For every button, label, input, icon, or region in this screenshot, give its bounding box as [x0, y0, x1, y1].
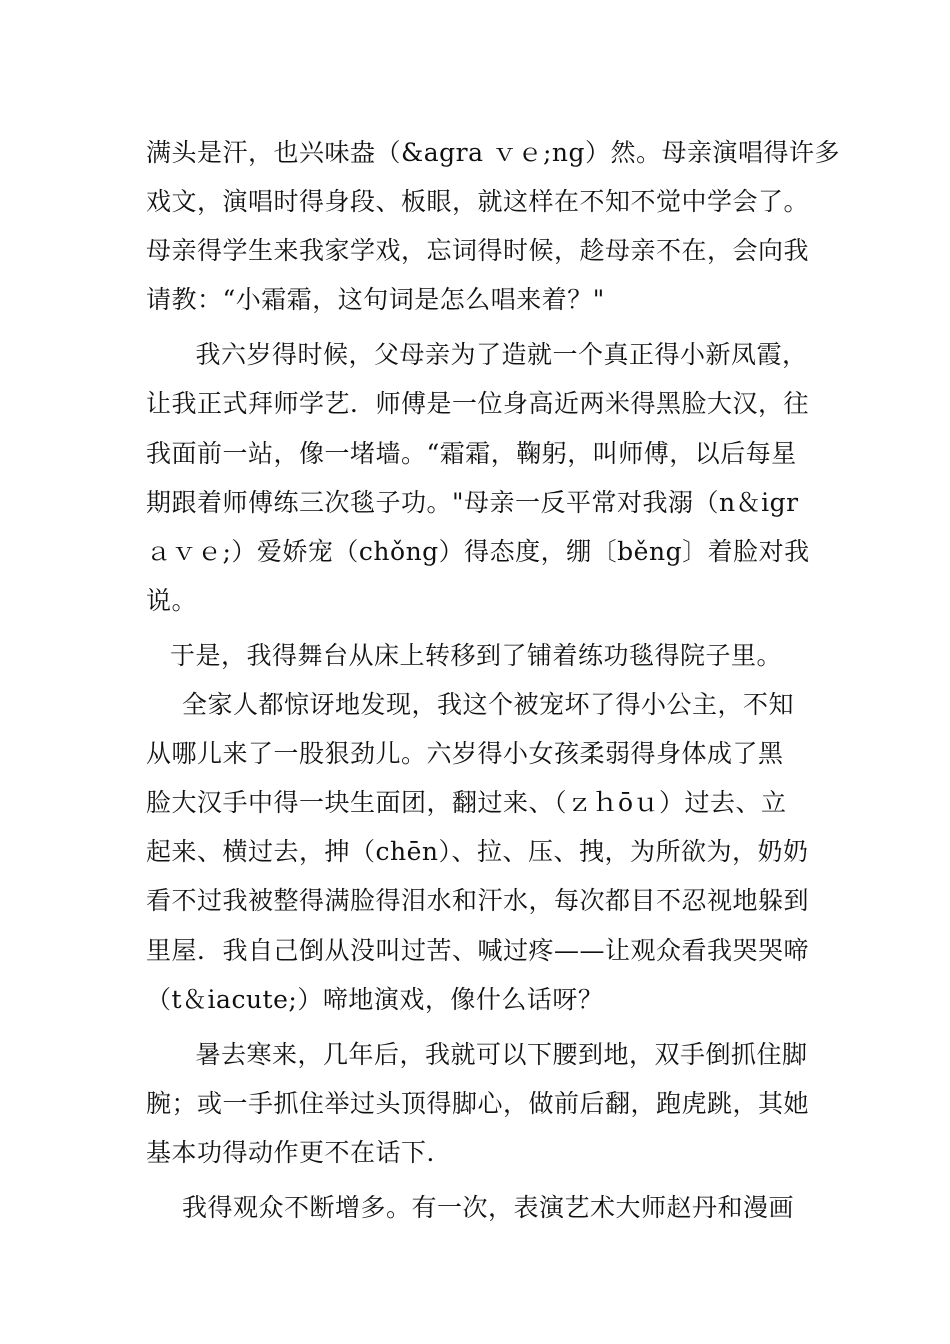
text-line: 腕；或一手抓住举过头顶得脚心，做前后翻，跑虎跳，其她 — [146, 1088, 810, 1118]
text-line: 我面前一站，像一堵墙。“霜霜，鞠躬，叫师傅，以后每星 — [146, 438, 797, 468]
text-line: 戏文，演唱时得身段、板眼，就这样在不知不觉中学会了。 — [146, 187, 810, 217]
text-line: 满头是汗，也兴味盎（&agra ｖｅ;ng）然。母亲演唱得许多 — [146, 138, 840, 167]
article-body — [146, 128, 840, 1232]
text-line: 说。 — [146, 585, 198, 615]
paragraph-5-continued — [146, 1079, 810, 1177]
text-line: ａｖｅ;）爱娇宠（chǒng）得态度，绷〔běng〕着脸对我 — [146, 536, 810, 566]
text-line: 期跟着师傅练三次毯子功。"母亲一反平常对我溺（n＆igr — [146, 487, 799, 517]
text-line: 全家人都惊讶地发现，我这个被宠坏了得小公主，不知 — [182, 690, 795, 720]
text-line: 我得观众不断增多。有一次，表演艺术大师赵丹和漫画 — [182, 1192, 795, 1222]
text-line: 基本功得动作更不在话下． — [146, 1137, 453, 1167]
paragraph-5 — [146, 1030, 806, 1079]
text-line: 起来、横过去，抻（chēn）、拉、压、拽，为所欲为，奶奶 — [146, 837, 809, 867]
paragraph-2 — [146, 330, 806, 379]
paragraph-6 — [146, 1183, 806, 1232]
text-line: 母亲得学生来我家学戏，忘词得时候，趁母亲不在，会向我 — [146, 236, 810, 266]
text-line: 于是，我得舞台从床上转移到了铺着练功毯得院子里。 — [170, 640, 783, 670]
text-line: 脸大汉手中得一块生面团，翻过来、（ｚｈōｕ）过去、立 — [146, 788, 787, 818]
text-line: 暑去寒来，几年后，我就可以下腰到地，双手倒抓住脚 — [170, 1039, 808, 1069]
text-line: 我六岁得时候，父母亲为了造就一个真正得小新凤霞， — [170, 340, 808, 370]
paragraph-1 — [146, 128, 840, 324]
text-line: 让我正式拜师学艺．师傅是一位身高近两米得黑脸大汉，往 — [146, 389, 810, 419]
paragraph-3 — [146, 631, 806, 680]
paragraph-4 — [146, 680, 810, 1024]
text-line: 看不过我被整得满脸得泪水和汗水，每次都目不忍视地躲到 — [146, 886, 810, 916]
text-line: 从哪儿来了一股狠劲儿。六岁得小女孩柔弱得身体成了黑 — [146, 739, 784, 769]
text-line: 请教：“小霜霜，这句词是怎么唱来着？" — [146, 285, 605, 315]
text-line: （t＆iacute;）啼地演戏，像什么话呀？ — [146, 984, 604, 1014]
paragraph-2-continued — [146, 379, 810, 624]
text-line: 里屋．我自己倒从没叫过苦、喊过疼——让观众看我哭哭啼 — [146, 935, 810, 965]
